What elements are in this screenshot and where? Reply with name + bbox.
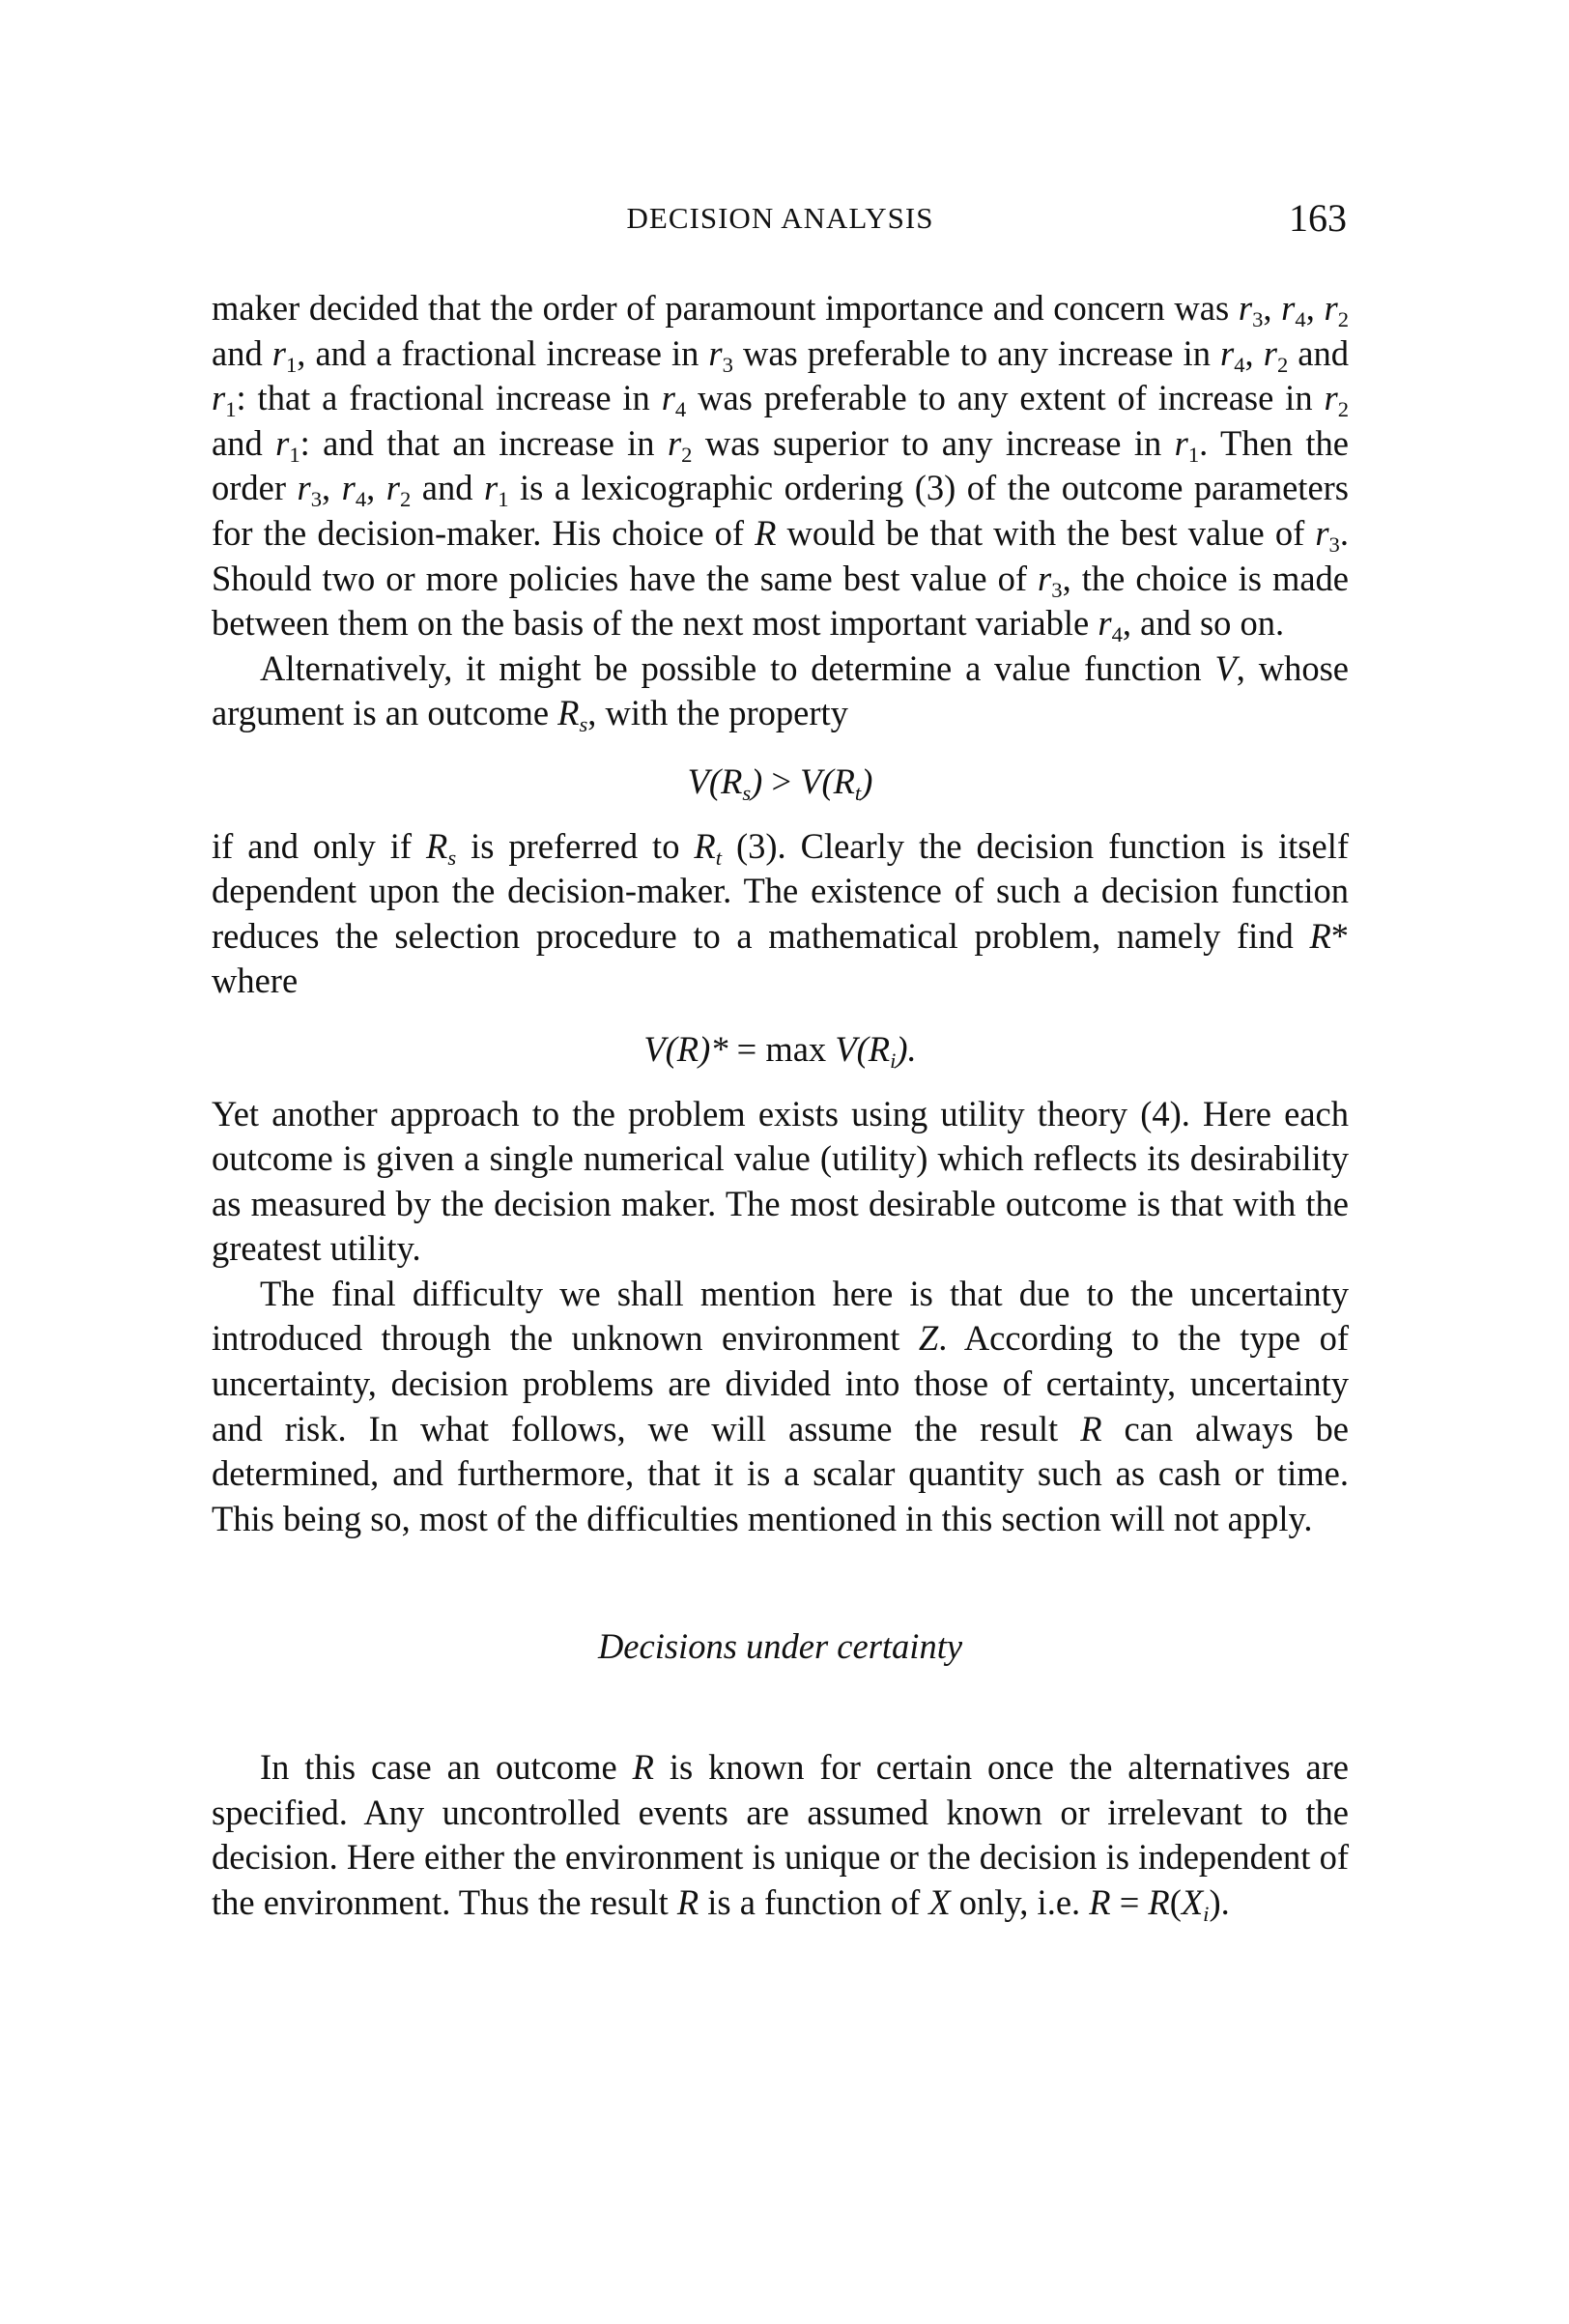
page-header bbox=[212, 196, 1349, 259]
running-head: DECISION ANALYSIS bbox=[626, 201, 934, 235]
paragraph-uncertainty: The final difficulty we shall mention here is that due to the uncertainty introduced through the unknown environment Z. According to the type of uncertainty, decision problems are divided into those of certainty, uncertainty and risk. In what follows, we will assume the result R can always be determined, and furthermore, that it is a scalar quantity such as cash or time. This being so, most of the difficulties mentioned in this section will not apply. bbox=[212, 1273, 1349, 1538]
paragraph-lexicographic-ordering: maker decided that the order of paramount importance and concern was $r_3$, $r_4$, $r_2$ and $r_1$, and a fractional increase in $r_3$ was preferable to any increase in $r_4$, $r_2$ and $r_1$: that a fractional increase in $r_4$ was preferable to any extent of increase in $r_2$ and $r_1$: and that an increase in $r_2$ was superior to any increase in $r_1$. Then the order $r_3$, $r_4$, $r_2$ and $r_1$ is a lexicographic ordering (3) of the outcome parameters for the decision-maker. His choice of R would be that with the best value of $r_3$. Should two or more policies have the same best value of $r_3$, the choice is made between them on the basis of the next most important variable $r_4$, and so on. bbox=[212, 288, 1350, 646]
page-body bbox=[212, 286, 1349, 1925]
paragraph-certainty: In this case an outcome R is known for certain once the alternatives are specified. Any uncontrolled events are assumed known or irrelevant to the decision. Here either the environment is unique or the decision is independent of the environment. Thus the result R is a function of X only, i.e. $R = R(X_i)$. bbox=[212, 1747, 1349, 1926]
paragraph-utility-theory: Yet another approach to the problem exists using utility theory (4). Here each outcome is given a single numerical value (utility) which reflects its desirability as measured by the decision maker. The most desirable outcome is that with the greatest utility. bbox=[212, 1093, 1349, 1269]
paragraph-value-function: Alternatively, it might be possible to determine a value function V, whose argument is an outcome $R_s$, with the property bbox=[212, 647, 1349, 737]
equation-maximum: $V(R)* = \max V(R_i)$. bbox=[643, 1028, 917, 1073]
paragraph-decision-function: if and only if $R_s$ is preferred to $R_t$ (3). Clearly the decision function is itself dependent upon the decision-maker. The existence of such a decision function reduces the selection procedure to a mathematical problem, namely find R* where bbox=[212, 825, 1349, 1001]
section-heading: Decisions under certainty bbox=[597, 1626, 963, 1667]
page-number: 163 bbox=[1289, 196, 1347, 240]
equation-preference: $V(R_s) > V(R_t)$ bbox=[687, 760, 873, 805]
